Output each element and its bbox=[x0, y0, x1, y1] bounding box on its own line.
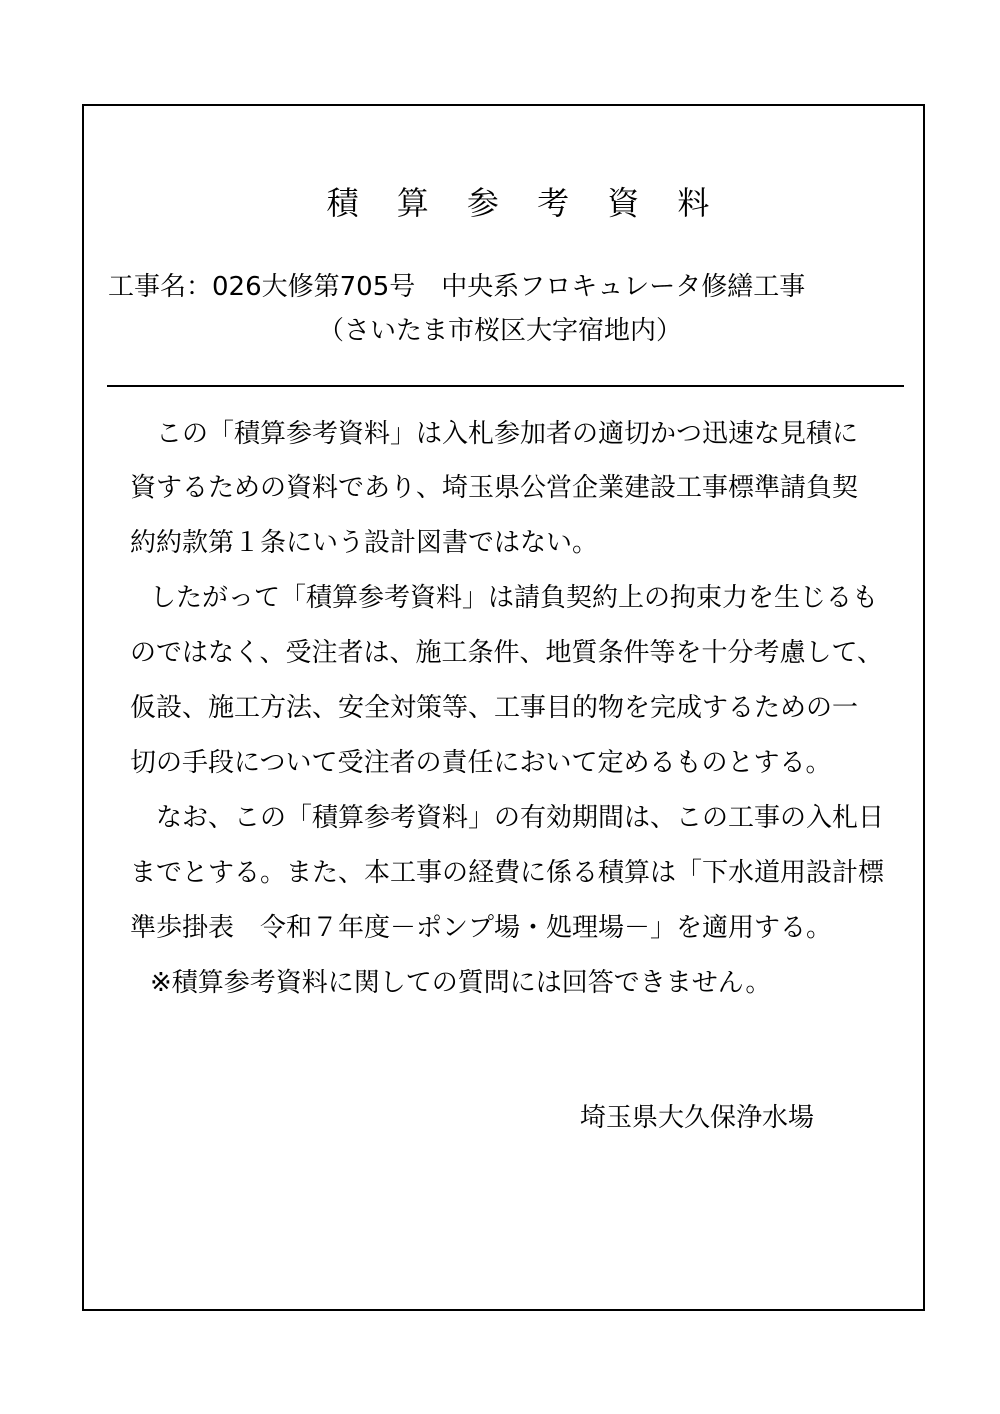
project-name: 工事名：026大修第705号 中央系フロキュレータ修繕工事 bbox=[108, 272, 806, 302]
body-line: この「積算参考資料」は入札参加者の適切かつ迅速な見積に bbox=[130, 419, 859, 449]
body-line: なお、この「積算参考資料」の有効期間は、この工事の入札日 bbox=[130, 803, 885, 833]
body-line: ※積算参考資料に関しての質問には回答できません。 bbox=[150, 968, 772, 998]
body-line: したがって「積算参考資料」は請負契約上の拘束力を生じるも bbox=[150, 583, 879, 613]
body-line: 仮設、施工方法、安全対策等、工事目的物を完成するための一 bbox=[130, 693, 859, 723]
document-title: 積 算 参 考 資 料 bbox=[326, 184, 724, 222]
body-line: までとする。また、本工事の経費に係る積算は「下水道用設計標 bbox=[130, 858, 885, 888]
issuing-organization: 埼玉県大久保浄水場 bbox=[580, 1103, 815, 1133]
body-line: 資するための資料であり、埼玉県公営企業建設工事標準請負契 bbox=[130, 473, 859, 503]
body-line: 約約款第１条にいう設計図書ではない。 bbox=[130, 528, 599, 558]
body-line: 切の手段について受注者の責任において定めるものとする。 bbox=[130, 748, 832, 778]
divider-line bbox=[107, 385, 904, 387]
project-location: （さいたま市桜区大字宿地内） bbox=[317, 316, 682, 346]
body-line: 準歩掛表 令和７年度－ポンプ場・処理場－」を適用する。 bbox=[130, 913, 833, 943]
body-line: のではなく、受注者は、施工条件、地質条件等を十分考慮して、 bbox=[130, 638, 883, 668]
